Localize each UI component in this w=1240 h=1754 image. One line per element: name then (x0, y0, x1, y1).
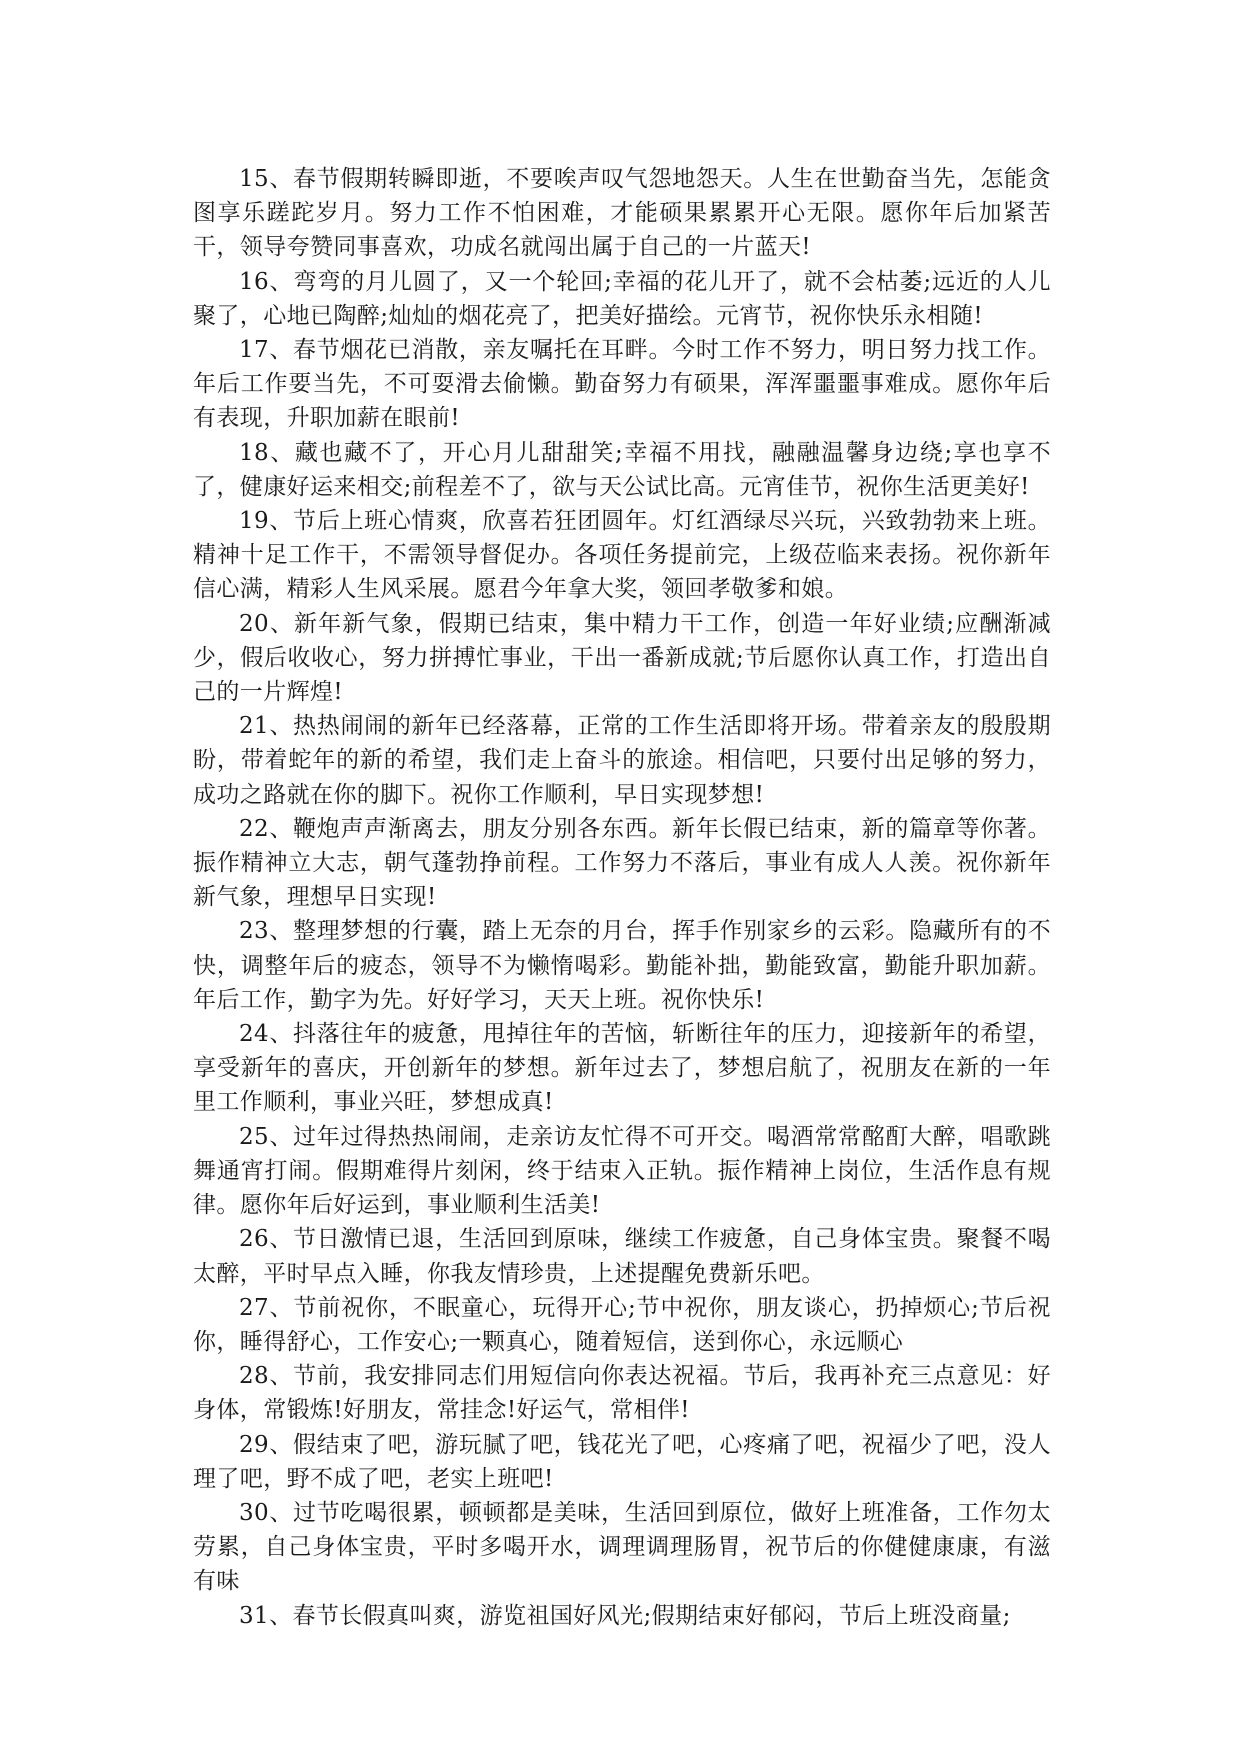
paragraph-15: 15、春节假期转瞬即逝，不要唉声叹气怨地怨天。人生在世勤奋当先，怎能贪图享乐蹉跎岁月。努力工作不怕困难，才能硕果累累开心无限。愿你年后加紧苦干，领导夸赞同事喜欢，功成名就闯出属于自己的一片蓝天! (193, 166, 1051, 261)
paragraph-16: 16、弯弯的月儿圆了，又一个轮回;幸福的花儿开了，就不会枯萎;远近的人儿聚了，心地已陶醉;灿灿的烟花亮了，把美好描绘。元宵节，祝你快乐永相随! (193, 268, 1051, 329)
paragraph-28: 28、节前，我安排同志们用短信向你表达祝福。节后，我再补充三点意见：好身体，常锻炼!好朋友，常挂念!好运气，常相伴! (193, 1363, 1051, 1424)
paragraph-23: 23、整理梦想的行囊，踏上无奈的月台，挥手作别家乡的云彩。隐藏所有的不快，调整年后的疲态，领导不为懒惰喝彩。勤能补拙，勤能致富，勤能升职加薪。年后工作，勤字为先。好好学习，天天上班。祝你快乐! (193, 918, 1051, 1013)
paragraph-18: 18、藏也藏不了，开心月儿甜甜笑;幸福不用找，融融温馨身边绕;享也享不了，健康好运来相交;前程差不了，欲与天公试比高。元宵佳节，祝你生活更美好! (193, 439, 1051, 500)
paragraph-21: 21、热热闹闹的新年已经落幕，正常的工作生活即将开场。带着亲友的殷殷期盼，带着蛇年的新的希望，我们走上奋斗的旅途。相信吧，只要付出足够的努力，成功之路就在你的脚下。祝你工作顺利，早日实现梦想! (193, 713, 1051, 808)
paragraph-26: 26、节日激情已退，生活回到原味，继续工作疲惫，自己身体宝贵。聚餐不喝太醉，平时早点入睡，你我友情珍贵，上述提醒免费新乐吧。 (193, 1226, 1051, 1287)
paragraph-24: 24、抖落往年的疲惫，甩掉往年的苦恼，斩断往年的压力，迎接新年的希望，享受新年的喜庆，开创新年的梦想。新年过去了，梦想启航了，祝朋友在新的一年里工作顺利，事业兴旺，梦想成真! (193, 1021, 1051, 1116)
paragraph-19: 19、节后上班心情爽，欣喜若狂团圆年。灯红酒绿尽兴玩，兴致勃勃来上班。精神十足工作干，不需领导督促办。各项任务提前完，上级莅临来表扬。祝你新年信心满，精彩人生风采展。愿君今年拿大奖，领回孝敬爹和娘。 (193, 508, 1051, 603)
paragraph-25: 25、过年过得热热闹闹，走亲访友忙得不可开交。喝酒常常酩酊大醉，唱歌跳舞通宵打闹。假期难得片刻闲，终于结束入正轨。振作精神上岗位，生活作息有规律。愿你年后好运到，事业顺利生活美! (193, 1123, 1051, 1219)
paragraph-22: 22、鞭炮声声渐离去，朋友分别各东西。新年长假已结束，新的篇章等你著。振作精神立大志，朝气蓬勃挣前程。工作努力不落后，事业有成人人羡。祝你新年新气象，理想早日实现! (193, 815, 1051, 911)
paragraph-17: 17、春节烟花已消散，亲友嘱托在耳畔。今时工作不努力，明日努力找工作。年后工作要当先，不可耍滑去偷懒。勤奋努力有硕果，浑浑噩噩事难成。愿你年后有表现，升职加薪在眼前! (193, 337, 1051, 432)
document-page (193, 162, 1051, 1633)
paragraph-31: 31、春节长假真叫爽，游览祖国好风光;假期结束好郁闷，节后上班没商量; (239, 1602, 1011, 1629)
paragraph-27: 27、节前祝你，不眠童心，玩得开心;节中祝你，朋友谈心，扔掉烦心;节后祝你，睡得舒心，工作安心;一颗真心，随着短信，送到你心，永远顺心 (193, 1294, 1051, 1355)
paragraph-20: 20、新年新气象，假期已结束，集中精力干工作，创造一年好业绩;应酬渐减少，假后收收心，努力拼搏忙事业，干出一番新成就;节后愿你认真工作，打造出自己的一片辉煌! (193, 610, 1051, 706)
paragraph-29: 29、假结束了吧，游玩腻了吧，钱花光了吧，心疼痛了吧，祝福少了吧，没人理了吧，野不成了吧，老实上班吧! (193, 1431, 1051, 1492)
paragraph-30: 30、过节吃喝很累，顿顿都是美味，生活回到原位，做好上班准备，工作勿太劳累，自己身体宝贵，平时多喝开水，调理调理肠胃，祝节后的你健健康康，有滋有味 (193, 1499, 1051, 1595)
